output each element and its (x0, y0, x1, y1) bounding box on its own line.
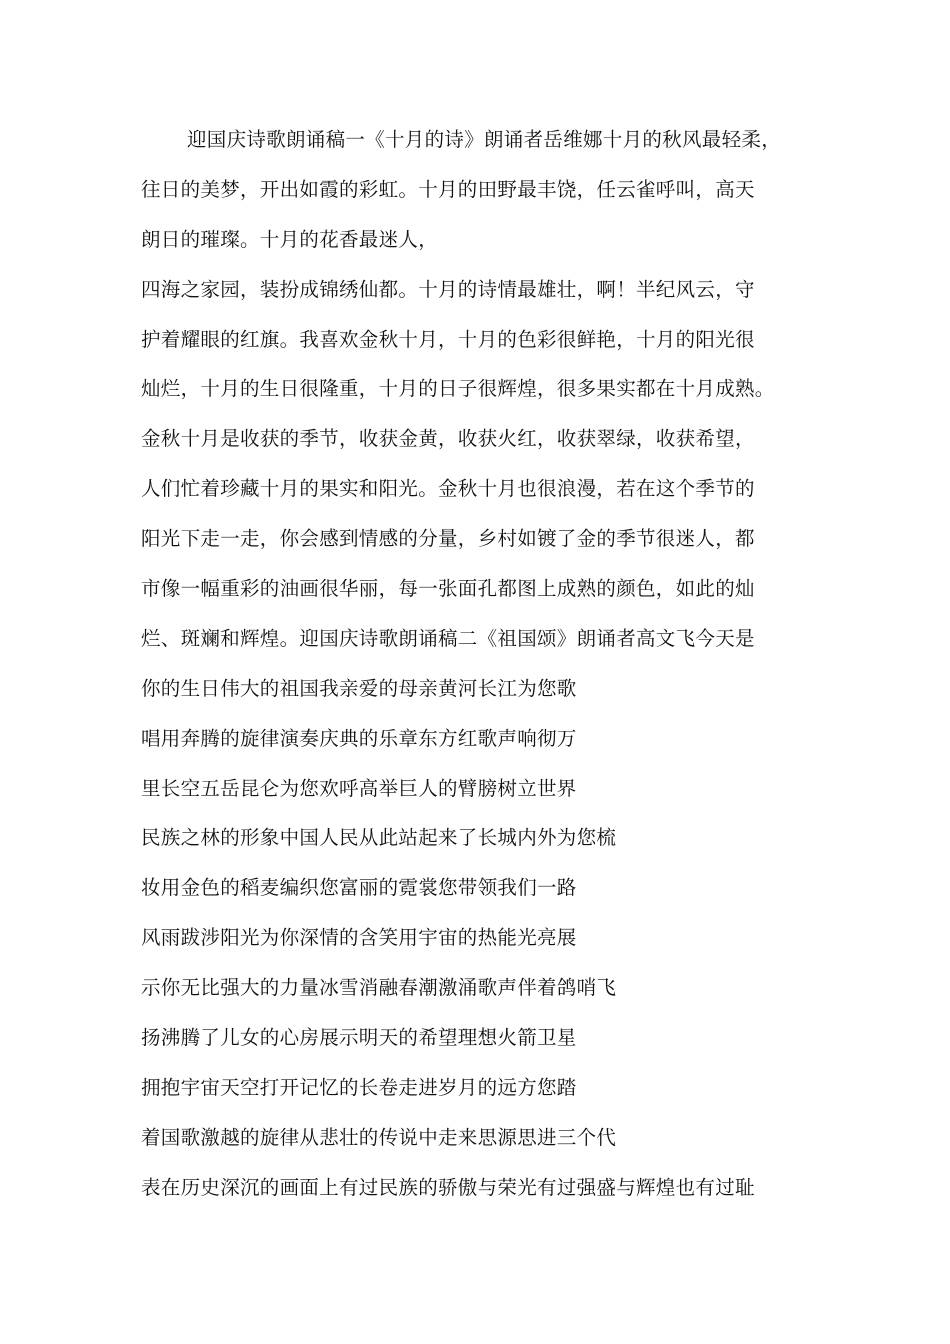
text-line: 风雨跋涉阳光为你深情的含笑用宇宙的热能光亮展 (141, 926, 577, 950)
text-line: 你的生日伟大的祖国我亲爱的母亲黄河长江为您歌 (141, 676, 577, 700)
text-line: 表在历史深沉的画面上有过民族的骄傲与荣光有过强盛与辉煌也有过耻 (141, 1175, 755, 1199)
text-line: 迎国庆诗歌朗诵稿一《十月的诗》朗诵者岳维娜十月的秋风最轻柔， (187, 128, 782, 151)
poem-text-block (141, 124, 841, 1222)
text-line: 朗日的璀璨。十月的花香最迷人， (141, 227, 439, 251)
text-line: 里长空五岳昆仑为您欢呼高举巨人的臂膀树立世界 (141, 776, 577, 800)
text-line: 拥抱宇宙天空打开记忆的长卷走进岁月的远方您踏 (141, 1075, 577, 1099)
text-line: 灿烂，十月的生日很隆重，十月的日子很辉煌，很多果实都在十月成熟。 (141, 377, 775, 401)
text-line: 妆用金色的稻麦编织您富丽的霓裳您带领我们一路 (141, 876, 577, 900)
text-line: 人们忙着珍藏十月的果实和阳光。金秋十月也很浪漫，若在这个季节的 (141, 477, 755, 501)
text-line: 四海之家园，装扮成锦绣仙都。十月的诗情最雄壮，啊！半纪风云，守 (141, 277, 755, 301)
text-line: 着国歌激越的旋律从悲壮的传说中走来思源思进三个代 (141, 1125, 617, 1149)
text-line: 唱用奔腾的旋律演奏庆典的乐章东方红歌声响彻万 (141, 726, 577, 750)
text-line: 护着耀眼的红旗。我喜欢金秋十月，十月的色彩很鲜艳，十月的阳光很 (141, 327, 755, 351)
text-line: 市像一幅重彩的油画很华丽，每一张面孔都图上成熟的颜色，如此的灿 (141, 577, 755, 601)
text-line: 阳光下走一走，你会感到情感的分量，乡村如镀了金的季节很迷人，都 (141, 527, 755, 551)
text-line: 扬沸腾了儿女的心房展示明天的希望理想火箭卫星 (141, 1026, 577, 1050)
text-line: 金秋十月是收获的季节，收获金黄，收获火红，收获翠绿，收获希望， (141, 427, 755, 451)
text-line: 烂、斑斓和辉煌。迎国庆诗歌朗诵稿二《祖国颂》朗诵者高文飞今天是 (141, 626, 755, 650)
text-line: 民族之林的形象中国人民从此站起来了长城内外为您梳 (141, 826, 617, 850)
text-line: 往日的美梦，开出如霞的彩虹。十月的田野最丰饶，任云雀呼叫，高天 (141, 177, 755, 201)
text-line: 示你无比强大的力量冰雪消融春潮激涌歌声伴着鸽哨飞 (141, 976, 617, 1000)
